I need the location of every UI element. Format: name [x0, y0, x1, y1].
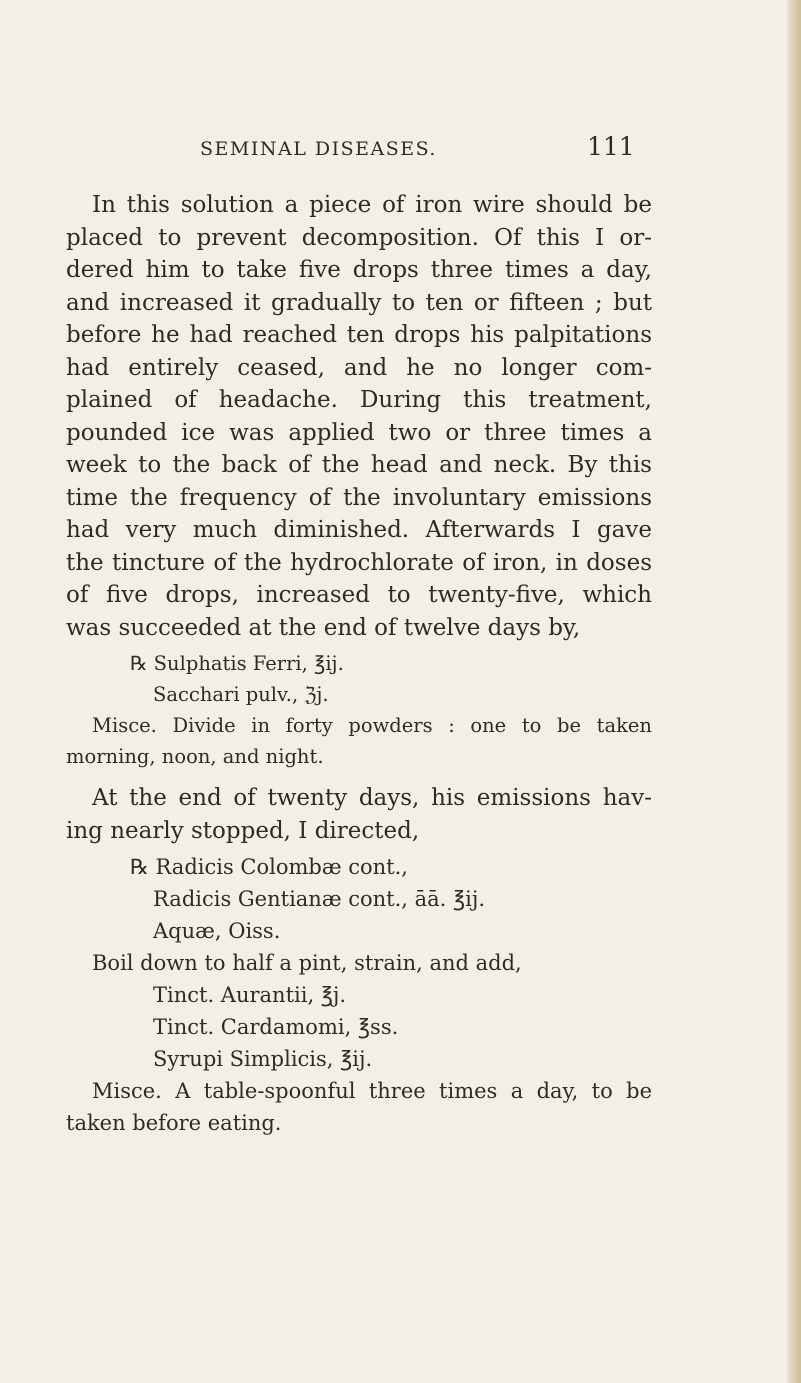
prescription-1 [66, 648, 652, 772]
prescription-line: Aquæ, Oiss. [153, 919, 281, 943]
paragraph-1 [66, 189, 652, 644]
prescription-directions: Misce. Divide in forty powders : one to be taken [92, 714, 652, 737]
prescription-line: Tinct. Cardamomi, ℥ss. [153, 1015, 399, 1039]
text-line: of five drops, increased to twenty-five, which [66, 582, 652, 608]
text-line: had entirely ceased, and he no longer com- [66, 354, 652, 381]
prescription-line: Syrupi Simplicis, ℥ij. [153, 1047, 373, 1071]
running-title: SEMINAL DISEASES. [200, 138, 437, 160]
text-line: ing nearly stopped, I directed, [66, 817, 420, 844]
prescription-directions: Misce. A table-spoonful three times a day, to be [92, 1079, 652, 1103]
prescription-line: ℞ Sulphatis Ferri, ℥ij. [130, 652, 344, 675]
prescription-instruction: Boil down to half a pint, strain, and add, [92, 951, 522, 975]
page-number: 111 [587, 132, 635, 161]
page-body [66, 189, 652, 1139]
text-line: pounded ice was applied two or three times a [66, 419, 652, 446]
text-line: was succeeded at the end of twelve days by, [66, 614, 581, 641]
prescription-directions: taken before eating. [66, 1111, 282, 1135]
text-line: placed to prevent decomposition. Of this I or- [66, 224, 652, 251]
text-line: and increased it gradually to ten or fifteen ; but [66, 289, 652, 316]
text-line: In this solution a piece of iron wire should be [92, 192, 652, 218]
prescription-line: Sacchari pulv., ℨj. [153, 683, 329, 706]
prescription-line: ℞ Radicis Colombæ cont., [130, 855, 408, 879]
text-line: time the frequency of the involuntary emissions [66, 484, 652, 511]
paragraph-2 [66, 782, 652, 847]
text-line: before he had reached ten drops his palpitations [66, 322, 652, 348]
text-line: the tincture of the hydrochlorate of iron, in doses [66, 549, 652, 576]
prescription-line: Tinct. Aurantii, ℥j. [153, 983, 347, 1007]
text-line: had very much diminished. Afterwards I gave [66, 517, 652, 543]
text-line: At the end of twenty days, his emissions hav- [92, 785, 652, 811]
running-header [0, 132, 801, 168]
text-line: dered him to take five drops three times a day, [66, 257, 652, 283]
text-line: plained of headache. During this treatment, [66, 387, 652, 413]
text-line: week to the back of the head and neck. By this [66, 452, 652, 478]
prescription-line: Radicis Gentianæ cont., āā. ℥ij. [153, 887, 486, 911]
prescription-2 [66, 851, 652, 1139]
prescription-directions: morning, noon, and night. [66, 745, 324, 768]
